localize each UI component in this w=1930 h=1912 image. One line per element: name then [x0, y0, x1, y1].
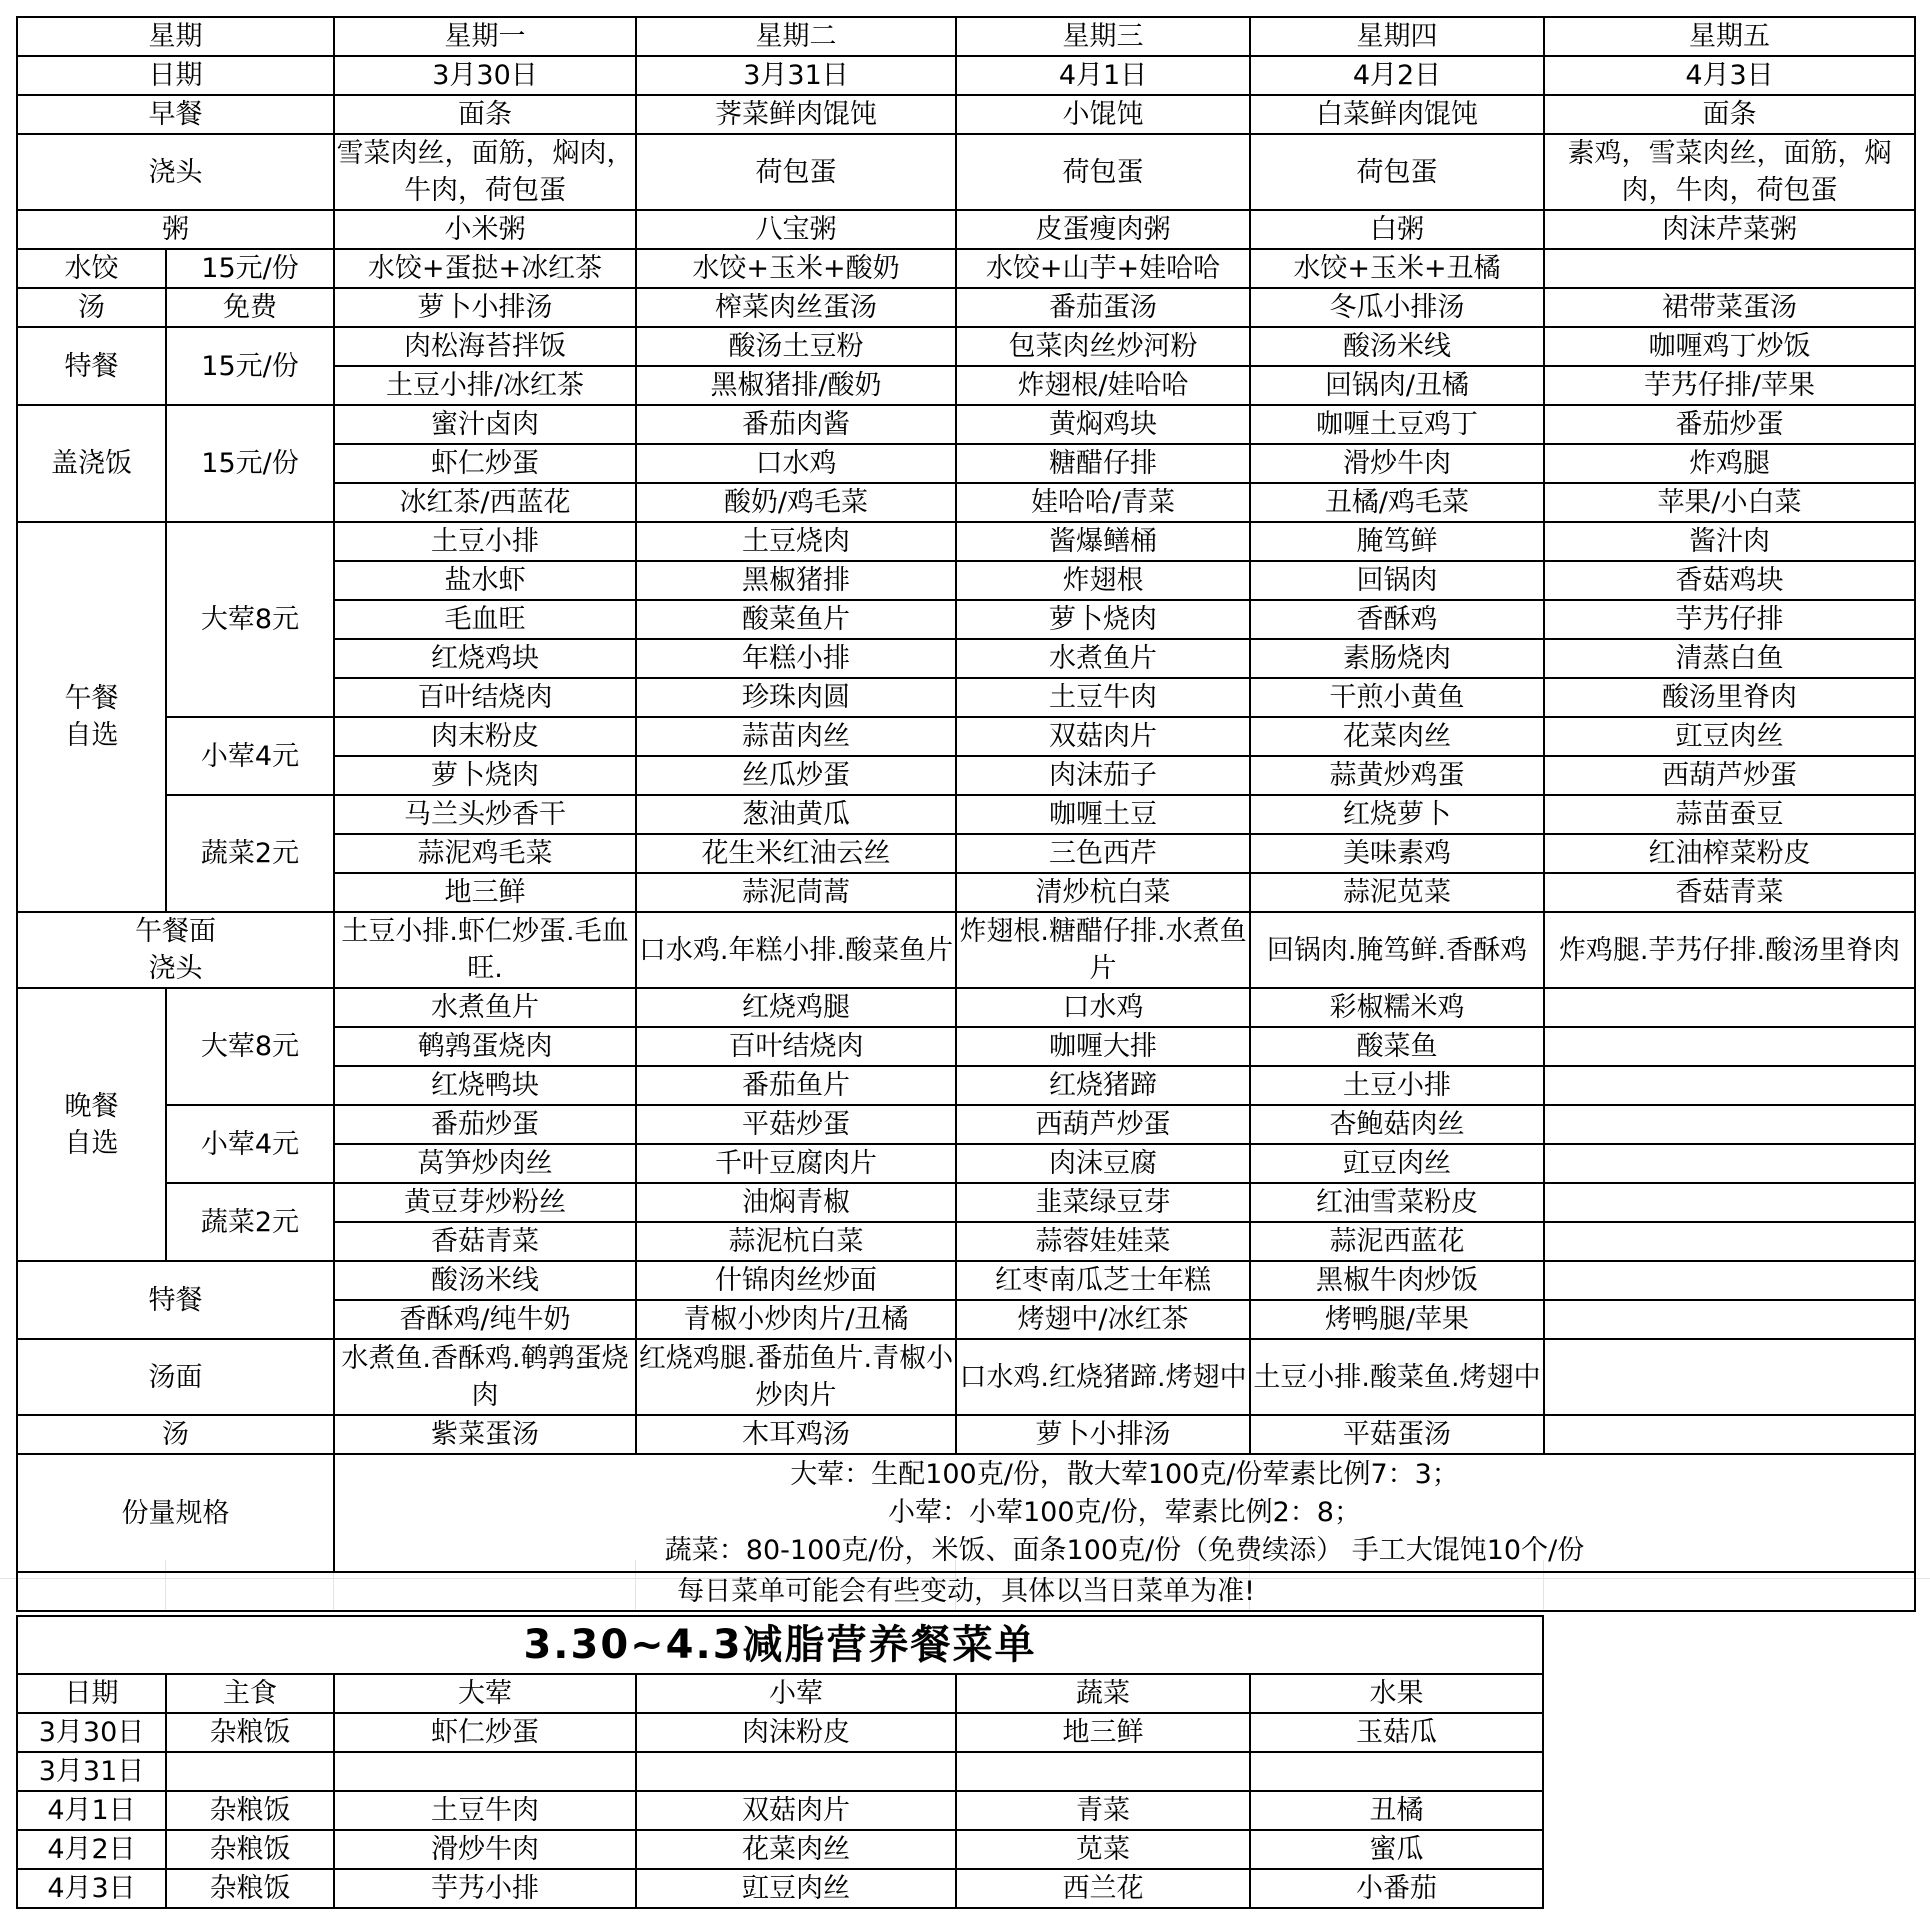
dinner-label: 晚餐 自选: [17, 988, 166, 1261]
noodle-soup-cell: 红烧鸡腿.番茄鱼片.青椒小炒肉片: [636, 1339, 956, 1415]
dinner-special-cell: [1544, 1261, 1915, 1300]
fat-loss-cell: [636, 1752, 956, 1791]
special-cell: 包菜肉丝炒河粉: [956, 327, 1250, 366]
soup-cell: 冬瓜小排汤: [1250, 288, 1544, 327]
lunch-big-cell: 萝卜烧肉: [956, 600, 1250, 639]
dinner-big-cell: [1544, 1027, 1915, 1066]
lunch-small-label: 小荤4元: [166, 717, 334, 795]
lunch-big-cell: 香菇鸡块: [1544, 561, 1915, 600]
special-cell: 土豆小排/冰红茶: [334, 366, 636, 405]
rice-bowl-cell: 滑炒牛肉: [1250, 444, 1544, 483]
lunch-big-cell: 回锅肉: [1250, 561, 1544, 600]
dinner-small-cell: 豇豆肉丝: [1250, 1144, 1544, 1183]
breakfast-cell: 荠菜鲜肉馄饨: [636, 95, 956, 134]
special-cell: 炸翅根/娃哈哈: [956, 366, 1250, 405]
porridge-cell: 肉沫芹菜粥: [1544, 210, 1915, 249]
dinner-veg-cell: 蒜蓉娃娃菜: [956, 1222, 1250, 1261]
lunch-noodle-cell: 土豆小排.虾仁炒蛋.毛血旺.: [334, 912, 636, 988]
lunch-big-cell: 珍珠肉圆: [636, 678, 956, 717]
dinner-special-cell: 红枣南瓜芝士年糕: [956, 1261, 1250, 1300]
dinner-veg-cell: 蒜泥杭白菜: [636, 1222, 956, 1261]
lunch-big-cell: 年糕小排: [636, 639, 956, 678]
rice-bowl-cell: 番茄肉酱: [636, 405, 956, 444]
lunch-big-cell: 红烧鸡块: [334, 639, 636, 678]
soup-cell: 番茄蛋汤: [956, 288, 1250, 327]
dinner-small-cell: 西葫芦炒蛋: [956, 1105, 1250, 1144]
topping-label: 浇头: [17, 134, 334, 210]
dumpling-label: 水饺: [17, 249, 166, 288]
dinner-small-cell: 杏鲍菇肉丝: [1250, 1105, 1544, 1144]
dumpling-cell: 水饺+玉米+酸奶: [636, 249, 956, 288]
rice-bowl-cell: 黄焖鸡块: [956, 405, 1250, 444]
topping-cell: 荷包蛋: [1250, 134, 1544, 210]
fat-loss-cell: 花菜肉丝: [636, 1830, 956, 1869]
dinner-special-cell: 什锦肉丝炒面: [636, 1261, 956, 1300]
rice-bowl-cell: 蜜汁卤肉: [334, 405, 636, 444]
special-cell: 酸汤米线: [1250, 327, 1544, 366]
rice-bowl-cell: 咖喱土豆鸡丁: [1250, 405, 1544, 444]
fat-loss-date: 3月31日: [17, 1752, 166, 1791]
noodle-soup-cell: [1544, 1339, 1915, 1415]
dinner-soup-cell: 平菇蛋汤: [1250, 1415, 1544, 1454]
dumpling-price: 15元/份: [166, 249, 334, 288]
weekly-menu-table: [16, 16, 1916, 1612]
dinner-special-cell: [1544, 1300, 1915, 1339]
noodle-soup-cell: 土豆小排.酸菜鱼.烤翅中: [1250, 1339, 1544, 1415]
lunch-veg-cell: 马兰头炒香干: [334, 795, 636, 834]
dinner-big-cell: 红烧鸡腿: [636, 988, 956, 1027]
dinner-big-cell: 酸菜鱼: [1250, 1027, 1544, 1066]
lunch-veg-cell: 花生米红油云丝: [636, 834, 956, 873]
topping-cell: 荷包蛋: [636, 134, 956, 210]
fat-loss-cell: 滑炒牛肉: [334, 1830, 636, 1869]
dinner-veg-cell: [1544, 1222, 1915, 1261]
dinner-big-cell: 番茄鱼片: [636, 1066, 956, 1105]
dinner-veg-cell: [1544, 1183, 1915, 1222]
weekday-header: 星期: [17, 17, 334, 56]
menu-note: 每日菜单可能会有些变动，具体以当日菜单为准!: [17, 1572, 1915, 1611]
lunch-veg-cell: 蒜泥茼蒿: [636, 873, 956, 912]
fat-loss-date: 4月2日: [17, 1830, 166, 1869]
fat-loss-cell: 肉沫粉皮: [636, 1713, 956, 1752]
fat-loss-header: 主食: [166, 1674, 334, 1713]
lunch-veg-label: 蔬菜2元: [166, 795, 334, 912]
fat-loss-date: 3月30日: [17, 1713, 166, 1752]
dinner-veg-cell: 红油雪菜粉皮: [1250, 1183, 1544, 1222]
dinner-small-cell: [1544, 1144, 1915, 1183]
breakfast-cell: 面条: [1544, 95, 1915, 134]
rice-bowl-cell: 口水鸡: [636, 444, 956, 483]
weekday-cell: 星期一: [334, 17, 636, 56]
lunch-label: 午餐 自选: [17, 522, 166, 912]
porridge-cell: 皮蛋瘦肉粥: [956, 210, 1250, 249]
lunch-big-cell: 酸汤里脊肉: [1544, 678, 1915, 717]
dinner-small-cell: 肉沫豆腐: [956, 1144, 1250, 1183]
lunch-veg-cell: 香菇青菜: [1544, 873, 1915, 912]
dinner-big-cell: 土豆小排: [1250, 1066, 1544, 1105]
rice-bowl-cell: 炸鸡腿: [1544, 444, 1915, 483]
special-price: 15元/份: [166, 327, 334, 405]
soup-label: 汤: [17, 288, 166, 327]
lunch-veg-cell: 美味素鸡: [1250, 834, 1544, 873]
special-cell: 芋艿仔排/苹果: [1544, 366, 1915, 405]
lunch-veg-cell: 咖喱土豆: [956, 795, 1250, 834]
lunch-big-cell: 酱汁肉: [1544, 522, 1915, 561]
dinner-big-label: 大荤8元: [166, 988, 334, 1105]
weekday-cell: 星期五: [1544, 17, 1915, 56]
fat-loss-cell: 苋菜: [956, 1830, 1250, 1869]
dumpling-cell: [1544, 249, 1915, 288]
dinner-veg-cell: 韭菜绿豆芽: [956, 1183, 1250, 1222]
lunch-small-cell: 肉沫茄子: [956, 756, 1250, 795]
fat-loss-cell: 虾仁炒蛋: [334, 1713, 636, 1752]
lunch-big-label: 大荤8元: [166, 522, 334, 717]
date-cell: 3月30日: [334, 56, 636, 95]
fat-loss-cell: 地三鲜: [956, 1713, 1250, 1752]
lunch-veg-cell: 红烧萝卜: [1250, 795, 1544, 834]
fat-loss-cell: 丑橘: [1250, 1791, 1543, 1830]
soup-cell: 萝卜小排汤: [334, 288, 636, 327]
lunch-big-cell: 香酥鸡: [1250, 600, 1544, 639]
dinner-soup-cell: 紫菜蛋汤: [334, 1415, 636, 1454]
rice-bowl-cell: 冰红茶/西蓝花: [334, 483, 636, 522]
noodle-soup-label: 汤面: [17, 1339, 334, 1415]
dinner-small-cell: 莴笋炒肉丝: [334, 1144, 636, 1183]
portion-spec: 大荤：生配100克/份，散大荤100克/份荤素比例7：3； 小荤：小荤100克/份，荤素比例2：8； 蔬菜：80-100克/份，米饭、面条100克/份（免费续添） 手工大馄饨10个/份: [334, 1454, 1915, 1572]
dinner-special-cell: 青椒小炒肉片/丑橘: [636, 1300, 956, 1339]
lunch-veg-cell: 蒜泥鸡毛菜: [334, 834, 636, 873]
fat-loss-date: 4月1日: [17, 1791, 166, 1830]
fat-loss-cell: [166, 1752, 334, 1791]
special-cell: 回锅肉/丑橘: [1250, 366, 1544, 405]
lunch-big-cell: 毛血旺: [334, 600, 636, 639]
fat-loss-cell: 杂粮饭: [166, 1713, 334, 1752]
fat-loss-cell: 蜜瓜: [1250, 1830, 1543, 1869]
fat-loss-header: 蔬菜: [956, 1674, 1250, 1713]
lunch-big-cell: 素肠烧肉: [1250, 639, 1544, 678]
dinner-small-cell: 平菇炒蛋: [636, 1105, 956, 1144]
lunch-big-cell: 酱爆鳝桶: [956, 522, 1250, 561]
fat-loss-cell: 芋艿小排: [334, 1869, 636, 1908]
dinner-small-label: 小荤4元: [166, 1105, 334, 1183]
porridge-label: 粥: [17, 210, 334, 249]
lunch-noodle-label: 午餐面 浇头: [17, 912, 334, 988]
lunch-small-cell: 花菜肉丝: [1250, 717, 1544, 756]
dinner-big-cell: 口水鸡: [956, 988, 1250, 1027]
lunch-big-cell: 盐水虾: [334, 561, 636, 600]
fat-loss-cell: 杂粮饭: [166, 1869, 334, 1908]
lunch-veg-cell: 红油榨菜粉皮: [1544, 834, 1915, 873]
fat-loss-cell: 土豆牛肉: [334, 1791, 636, 1830]
special-cell: 咖喱鸡丁炒饭: [1544, 327, 1915, 366]
fat-loss-date: 4月3日: [17, 1869, 166, 1908]
portion-label: 份量规格: [17, 1454, 334, 1572]
fat-loss-menu-table: [16, 1615, 1544, 1909]
rice-bowl-cell: 丑橘/鸡毛菜: [1250, 483, 1544, 522]
dinner-small-cell: 番茄炒蛋: [334, 1105, 636, 1144]
fat-loss-menu-body: [17, 1616, 1543, 1908]
dinner-special-cell: 黑椒牛肉炒饭: [1250, 1261, 1544, 1300]
weekly-menu-body: [17, 17, 1915, 1611]
porridge-cell: 白粥: [1250, 210, 1544, 249]
special-cell: 黑椒猪排/酸奶: [636, 366, 956, 405]
dinner-veg-label: 蔬菜2元: [166, 1183, 334, 1261]
porridge-cell: 小米粥: [334, 210, 636, 249]
dinner-big-cell: 红烧鸭块: [334, 1066, 636, 1105]
dinner-veg-cell: 油焖青椒: [636, 1183, 956, 1222]
dumpling-cell: 水饺+玉米+丑橘: [1250, 249, 1544, 288]
breakfast-cell: 小馄饨: [956, 95, 1250, 134]
noodle-soup-cell: 口水鸡.红烧猪蹄.烤翅中: [956, 1339, 1250, 1415]
fat-loss-cell: 杂粮饭: [166, 1830, 334, 1869]
topping-cell: 荷包蛋: [956, 134, 1250, 210]
dinner-veg-cell: 黄豆芽炒粉丝: [334, 1183, 636, 1222]
fat-loss-cell: 青菜: [956, 1791, 1250, 1830]
rice-bowl-label: 盖浇饭: [17, 405, 166, 522]
rice-bowl-cell: 苹果/小白菜: [1544, 483, 1915, 522]
dinner-veg-cell: 蒜泥西蓝花: [1250, 1222, 1544, 1261]
dinner-soup-cell: 萝卜小排汤: [956, 1415, 1250, 1454]
lunch-big-cell: 土豆烧肉: [636, 522, 956, 561]
fat-loss-cell: 小番茄: [1250, 1869, 1543, 1908]
dinner-big-cell: 彩椒糯米鸡: [1250, 988, 1544, 1027]
lunch-big-cell: 干煎小黄鱼: [1250, 678, 1544, 717]
dinner-small-cell: [1544, 1105, 1915, 1144]
dinner-big-cell: 咖喱大排: [956, 1027, 1250, 1066]
lunch-small-cell: 蒜苗肉丝: [636, 717, 956, 756]
rice-bowl-cell: 酸奶/鸡毛菜: [636, 483, 956, 522]
soup-price: 免费: [166, 288, 334, 327]
breakfast-cell: 面条: [334, 95, 636, 134]
weekday-cell: 星期三: [956, 17, 1250, 56]
lunch-noodle-cell: 炸鸡腿.芋艿仔排.酸汤里脊肉: [1544, 912, 1915, 988]
dinner-small-cell: 千叶豆腐肉片: [636, 1144, 956, 1183]
special-label: 特餐: [17, 327, 166, 405]
lunch-big-cell: 土豆小排: [334, 522, 636, 561]
dinner-soup-label: 汤: [17, 1415, 334, 1454]
date-cell: 4月2日: [1250, 56, 1544, 95]
rice-bowl-cell: 虾仁炒蛋: [334, 444, 636, 483]
noodle-soup-cell: 水煮鱼.香酥鸡.鹌鹑蛋烧肉: [334, 1339, 636, 1415]
dinner-big-cell: [1544, 988, 1915, 1027]
lunch-small-cell: 萝卜烧肉: [334, 756, 636, 795]
breakfast-label: 早餐: [17, 95, 334, 134]
lunch-noodle-cell: 炸翅根.糖醋仔排.水煮鱼片: [956, 912, 1250, 988]
dinner-soup-cell: [1544, 1415, 1915, 1454]
lunch-small-cell: 肉末粉皮: [334, 717, 636, 756]
dinner-veg-cell: 香菇青菜: [334, 1222, 636, 1261]
lunch-veg-cell: 三色西芹: [956, 834, 1250, 873]
lunch-veg-cell: 葱油黄瓜: [636, 795, 956, 834]
lunch-veg-cell: 蒜苗蚕豆: [1544, 795, 1915, 834]
rice-bowl-cell: 糖醋仔排: [956, 444, 1250, 483]
lunch-big-cell: 水煮鱼片: [956, 639, 1250, 678]
weekday-cell: 星期二: [636, 17, 956, 56]
soup-cell: 榨菜肉丝蛋汤: [636, 288, 956, 327]
fat-loss-cell: 西兰花: [956, 1869, 1250, 1908]
lunch-small-cell: 丝瓜炒蛋: [636, 756, 956, 795]
dumpling-cell: 水饺+山芋+娃哈哈: [956, 249, 1250, 288]
dinner-special-cell: 烤翅中/冰红茶: [956, 1300, 1250, 1339]
dinner-special-cell: 香酥鸡/纯牛奶: [334, 1300, 636, 1339]
dinner-big-cell: 红烧猪蹄: [956, 1066, 1250, 1105]
lunch-small-cell: 蒜黄炒鸡蛋: [1250, 756, 1544, 795]
dinner-special-cell: 烤鸭腿/苹果: [1250, 1300, 1544, 1339]
lunch-veg-cell: 清炒杭白菜: [956, 873, 1250, 912]
lunch-big-cell: 土豆牛肉: [956, 678, 1250, 717]
lunch-big-cell: 腌笃鲜: [1250, 522, 1544, 561]
fat-loss-header: 水果: [1250, 1674, 1543, 1713]
fat-loss-header: 日期: [17, 1674, 166, 1713]
dinner-special-cell: 酸汤米线: [334, 1261, 636, 1300]
fat-loss-cell: 杂粮饭: [166, 1791, 334, 1830]
lunch-big-cell: 芋艿仔排: [1544, 600, 1915, 639]
fat-loss-cell: 豇豆肉丝: [636, 1869, 956, 1908]
dinner-big-cell: 鹌鹑蛋烧肉: [334, 1027, 636, 1066]
lunch-noodle-cell: 回锅肉.腌笃鲜.香酥鸡: [1250, 912, 1544, 988]
lunch-small-cell: 豇豆肉丝: [1544, 717, 1915, 756]
rice-bowl-price: 15元/份: [166, 405, 334, 522]
dinner-big-cell: 水煮鱼片: [334, 988, 636, 1027]
fat-loss-cell: [1250, 1752, 1543, 1791]
date-header: 日期: [17, 56, 334, 95]
dinner-big-cell: [1544, 1066, 1915, 1105]
date-cell: 4月1日: [956, 56, 1250, 95]
fat-loss-title: 3.30~4.3减脂营养餐菜单: [17, 1616, 1543, 1674]
weekday-cell: 星期四: [1250, 17, 1544, 56]
breakfast-cell: 白菜鲜肉馄饨: [1250, 95, 1544, 134]
fat-loss-header: 小荤: [636, 1674, 956, 1713]
dinner-special-label: 特餐: [17, 1261, 334, 1339]
lunch-big-cell: 清蒸白鱼: [1544, 639, 1915, 678]
lunch-veg-cell: 地三鲜: [334, 873, 636, 912]
fat-loss-cell: 玉菇瓜: [1250, 1713, 1543, 1752]
lunch-big-cell: 黑椒猪排: [636, 561, 956, 600]
fat-loss-cell: 双菇肉片: [636, 1791, 956, 1830]
rice-bowl-cell: 番茄炒蛋: [1544, 405, 1915, 444]
date-cell: 3月31日: [636, 56, 956, 95]
lunch-noodle-cell: 口水鸡.年糕小排.酸菜鱼片: [636, 912, 956, 988]
fat-loss-cell: [334, 1752, 636, 1791]
lunch-big-cell: 炸翅根: [956, 561, 1250, 600]
fat-loss-header: 大荤: [334, 1674, 636, 1713]
topping-cell: 雪菜肉丝，面筋，焖肉，牛肉，荷包蛋: [334, 134, 636, 210]
special-cell: 肉松海苔拌饭: [334, 327, 636, 366]
lunch-small-cell: 双菇肉片: [956, 717, 1250, 756]
lunch-small-cell: 西葫芦炒蛋: [1544, 756, 1915, 795]
special-cell: 酸汤土豆粉: [636, 327, 956, 366]
topping-cell: 素鸡，雪菜肉丝，面筋，焖肉，牛肉，荷包蛋: [1544, 134, 1915, 210]
fat-loss-cell: [956, 1752, 1250, 1791]
soup-cell: 裙带菜蛋汤: [1544, 288, 1915, 327]
dumpling-cell: 水饺+蛋挞+冰红茶: [334, 249, 636, 288]
dinner-soup-cell: 木耳鸡汤: [636, 1415, 956, 1454]
dinner-big-cell: 百叶结烧肉: [636, 1027, 956, 1066]
porridge-cell: 八宝粥: [636, 210, 956, 249]
lunch-big-cell: 酸菜鱼片: [636, 600, 956, 639]
date-cell: 4月3日: [1544, 56, 1915, 95]
lunch-big-cell: 百叶结烧肉: [334, 678, 636, 717]
rice-bowl-cell: 娃哈哈/青菜: [956, 483, 1250, 522]
lunch-veg-cell: 蒜泥苋菜: [1250, 873, 1544, 912]
